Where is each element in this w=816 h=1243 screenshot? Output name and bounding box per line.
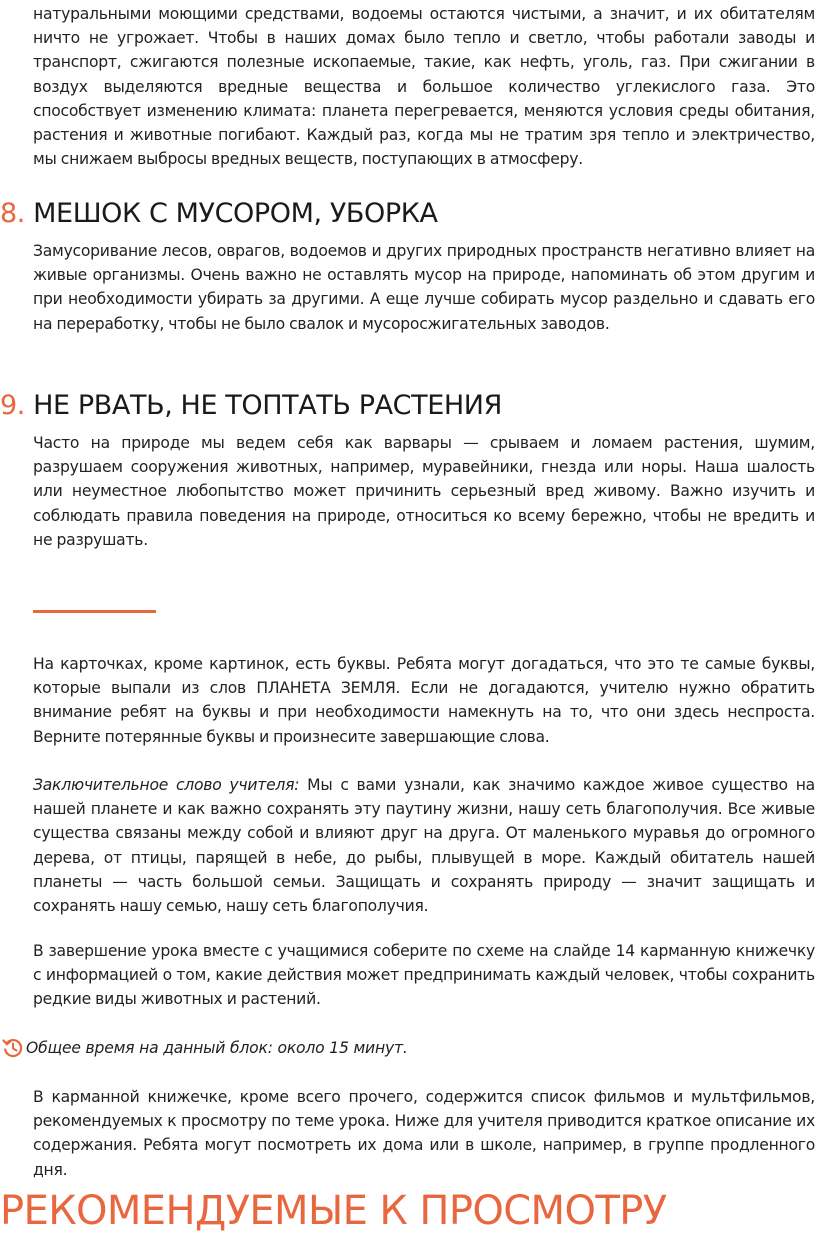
time-note	[0, 1036, 816, 1064]
section-8-heading	[0, 197, 438, 231]
cards-paragraph: На карточках, кроме картинок, есть буквы. Ребята могут догадаться, что это те самые буквы, которые выпали из слов ПЛАНЕТА ЗЕМЛЯ. Если не догадаются, учителю нужно обратить внимание ребят на буквы и при необходимости намекнуть на то, что они здесь неспроста. Верните потерянные буквы и произнесите завершающие слова.	[33, 655, 815, 746]
final-word-label: Заключительное слово учителя:	[33, 776, 300, 794]
final-word-paragraph	[33, 773, 815, 918]
clock-refresh-icon	[2, 1036, 24, 1060]
accent-divider	[33, 610, 156, 613]
section-9-heading	[0, 389, 502, 423]
section-8-text: Замусоривание лесов, оврагов, водоемов и других природных пространств негативно влияет на живые организмы. Очень важно не оставлять мусор на природе, напоминать об этом другим и при необходимости убирать за другими. А еще лучше собирать мусор раздельно и сдавать его на переработку, чтобы не было свалок и мусоросжигательных заводов.	[33, 242, 815, 333]
section-8-number: 8.	[0, 198, 25, 229]
booklet-paragraph: В завершение урока вместе с учащимися соберите по схеме на слайде 14 карманную книжечку с информацией о том, какие действия может предпринимать каждый человек, чтобы сохранить редкие виды животных и растений.	[33, 942, 815, 1009]
final-word-text: Мы с вами узнали, как значимо каждое живое существо на нашей планете и как важно сохранять эту паутину жизни, нашу сеть благополучия. Все живые существа связаны между собой и влияют друг на друга. От маленького муравья до огромного дерева, от птицы, парящей в небе, до рыбы, плывущей в море. Каждый обитатель нашей планеты — часть большой семьи. Защищать и сохранять природу — значит защищать и сохранять нашу семью, нашу сеть благополучия.	[33, 776, 815, 916]
section-9-title: НЕ РВАТЬ, НЕ ТОПТАТЬ РАСТЕНИЯ	[33, 390, 502, 421]
section-9-text: Часто на природе мы ведем себя как варвары — срываем и ломаем растения, шумим, разрушаем сооружения животных, например, муравейники, гнезда или норы. Наша шалость или неуместное любопытство может причинить серьезный вред живому. Важно изучить и соблюдать правила поведения на природе, относиться ко всему бережно, чтобы не вредить и не разрушать.	[33, 434, 815, 549]
section-8-title: МЕШОК С МУСОРОМ, УБОРКА	[33, 198, 438, 229]
recommended-title: РЕКОМЕНДУЕМЫЕ К ПРОСМОТРУ	[0, 1188, 667, 1234]
films-paragraph: В карманной книжечке, кроме всего прочего, содержится список фильмов и мультфильмов, рекомендуемых к просмотру по теме урока. Ниже для учителя приводится краткое описание их содержания. Ребята могут посмотреть их дома или в школе, например, в группе продленного дня.	[33, 1088, 815, 1179]
intro-paragraph: натуральными моющими средствами, водоемы остаются чистыми, а значит, и их обитателям ничто не угрожает. Чтобы в наших домах было тепло и светло, чтобы работали заводы и транспорт, сжигаются полезные ископаемые, такие, как нефть, уголь, газ. При сжигании в воздух выделяются вредные вещества и большое количество углекислого газа. Это способствует изменению климата: планета перегревается, меняются условия среды обитания, растения и животные погибают. Каждый раз, когда мы не тратим зря тепло и электричество, мы снижаем выбросы вредных веществ, поступающих в атмосферу.	[33, 5, 815, 169]
time-note-text: Общее время на данный блок: около 15 минут.	[26, 1039, 408, 1057]
section-9-number: 9.	[0, 390, 25, 421]
